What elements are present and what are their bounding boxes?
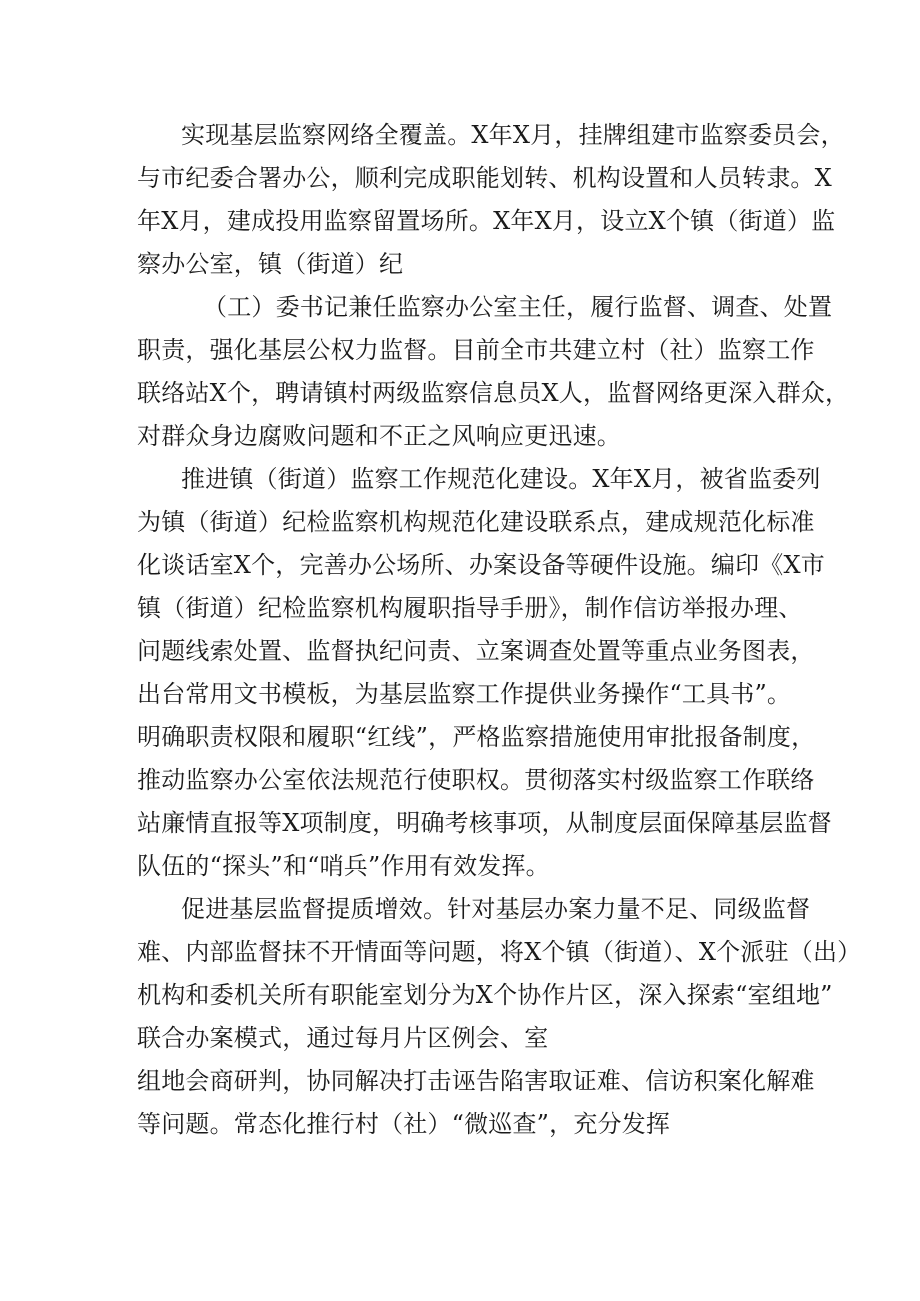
text-line: 促进基层监督提质增效。针对基层办案力量不足、同级监督	[181, 895, 811, 923]
text-line: 组地会商研判，协同解决打击诬告陷害取证难、信访积案化解难	[137, 1067, 815, 1095]
text-line: 化谈话室X个，完善办公场所、办案设备等硬件设施。编印《X市	[137, 551, 825, 579]
text-line: 出台常用文书模板，为基层监察工作提供业务操作“工具书”。	[137, 680, 792, 708]
text-line: 难、内部监督抹不开情面等问题，将X个镇（街道）、X个派驻（出）	[137, 938, 862, 966]
text-line: 联络站X个，聘请镇村两级监察信息员X人，监督网络更深入群众，	[137, 379, 850, 407]
text-line: 联合办案模式，通过每月片区例会、室	[137, 1024, 549, 1052]
text-line: 推动监察办公室依法规范行使职权。贯彻落实村级监察工作联络	[137, 766, 815, 794]
text-line: 问题线索处置、监督执纪问责、立案调查处置等重点业务图表，	[137, 637, 815, 665]
text-line: 对群众身边腐败问题和不正之风响应更迅速。	[137, 422, 621, 450]
text-line: 年X月，建成投用监察留置场所。X年X月，设立X个镇（街道）监	[137, 207, 836, 235]
text-line: 站廉情直报等X项制度，明确考核事项，从制度层面保障基层监督	[137, 809, 832, 837]
text-line: 明确职责权限和履职“红线”，严格监察措施使用审批报备制度，	[137, 723, 816, 751]
text-line: 为镇（街道）纪检监察机构规范化建设联系点，建成规范化标准	[137, 508, 815, 536]
text-line: 职责，强化基层公权力监督。目前全市共建立村（社）监察工作	[137, 336, 815, 364]
text-line: 察办公室，镇（街道）纪	[137, 250, 404, 278]
text-line: 与市纪委合署办公，顺利完成职能划转、机构设置和人员转隶。X	[137, 164, 832, 192]
text-line: 推进镇（街道）监察工作规范化建设。X年X月，被省监委列	[181, 465, 821, 493]
text-line: 镇（街道）纪检监察机构履职指导手册》，制作信访举报办理、	[137, 594, 803, 622]
text-line: （工）委书记兼任监察办公室主任，履行监督、调查、处置	[203, 293, 833, 321]
text-line: 等问题。常态化推行村（社）“微巡查”，充分发挥	[137, 1110, 671, 1138]
text-line: 机构和委机关所有职能室划分为X个协作片区，深入探索“室组地”	[137, 981, 833, 1009]
text-line: 实现基层监察网络全覆盖。X年X月，挂牌组建市监察委员会，	[181, 121, 845, 149]
text-line: 队伍的“探头”和“哨兵”作用有效发挥。	[137, 852, 550, 880]
